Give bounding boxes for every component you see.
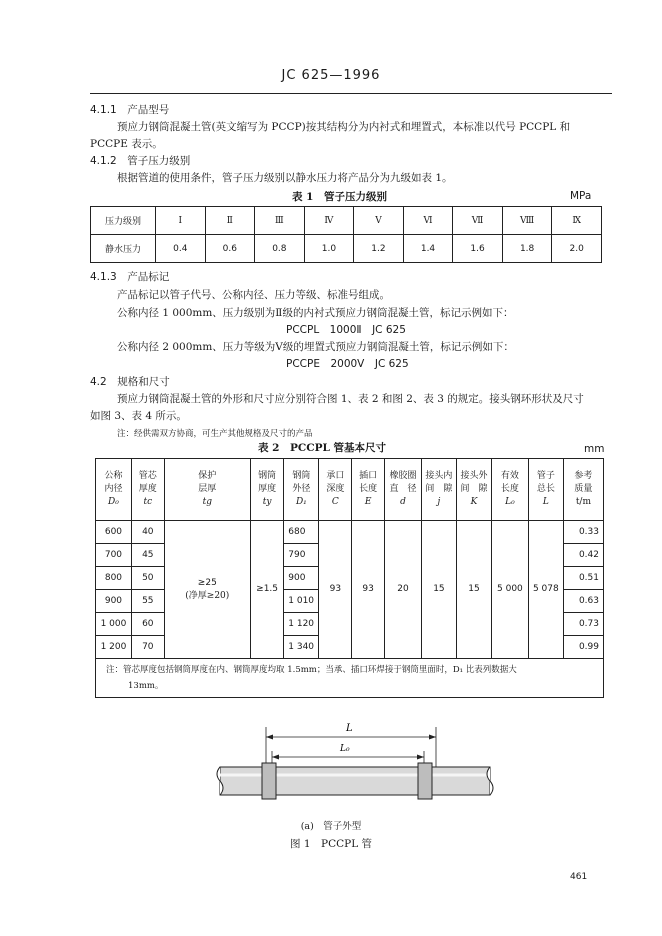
pressure-cell: 1.6: [453, 235, 503, 263]
grade-cell: Ⅱ: [205, 207, 255, 235]
tc-cell: 40: [131, 521, 164, 544]
label-L0: L₀: [340, 744, 350, 754]
pressure-cell: 1.4: [403, 235, 453, 263]
section-title: 管子压力级别: [127, 155, 191, 167]
marking-example-2: PCCPE 2000Ⅴ JC 625: [286, 358, 409, 370]
section-4-1-1-heading: [90, 103, 169, 117]
grade-cell: Ⅶ: [453, 207, 503, 235]
l-cell: 5 078: [528, 521, 563, 659]
c-cell: 93: [319, 521, 352, 659]
d0-cell: 1 200: [96, 636, 132, 659]
header-cell: 管芯 厚度 tc: [131, 459, 164, 521]
header-cell: 公称 内径 D₀: [96, 459, 132, 521]
table1-unit: MPa: [570, 190, 592, 202]
ty-cell: ≥1.5: [250, 521, 283, 659]
d0-cell: 700: [96, 544, 132, 567]
pressure-cell: 1.0: [304, 235, 354, 263]
header-cell: 插口 长度 E: [352, 459, 385, 521]
arrow-right: [417, 755, 424, 760]
pccpl-pipe-figure: [200, 715, 510, 815]
section-title: 产品型号: [127, 104, 170, 116]
section-4-1-1-body-cont: PCCPE 表示。: [90, 138, 163, 150]
table2-pccpl-dimensions: [95, 458, 604, 698]
grade-cell: Ⅴ: [354, 207, 404, 235]
arrow-left: [272, 755, 279, 760]
section-number: 4.1.1: [90, 104, 117, 116]
pressure-cell: 0.4: [156, 235, 206, 263]
l0-cell: 5 000: [491, 521, 528, 659]
table2-caption: 表 2 PCCPL 管基本尺寸: [258, 442, 387, 454]
marking-example-1: PCCPL 1000Ⅱ JC 625: [286, 324, 406, 336]
pipe-body: [220, 767, 490, 795]
pressure-cell: 2.0: [552, 235, 602, 263]
mass-cell: 0.33: [563, 521, 603, 544]
section-title: 产品标记: [127, 271, 170, 283]
document-header: JC 625—1996: [281, 68, 381, 83]
table2-note-row: [96, 659, 604, 698]
pressure-cell: 1.2: [354, 235, 404, 263]
table2-unit: mm: [584, 443, 605, 455]
mass-cell: 0.73: [563, 613, 603, 636]
section-title: 规格和尺寸: [117, 376, 170, 388]
d0-cell: 1 000: [96, 613, 132, 636]
arrow-left: [266, 735, 273, 740]
d1-cell: 900: [284, 567, 319, 590]
d0-cell: 800: [96, 567, 132, 590]
grade-cell: Ⅵ: [403, 207, 453, 235]
table1-row-label: 压力级别: [91, 207, 156, 235]
table1-caption: 表 1 管子压力级别: [292, 191, 387, 203]
d1-cell: 1 120: [284, 613, 319, 636]
d1-cell: 790: [284, 544, 319, 567]
header-cell: 承口 深度 C: [319, 459, 352, 521]
table1-row-pressure: [91, 235, 602, 263]
d-cell: 20: [385, 521, 422, 659]
tc-cell: 70: [131, 636, 164, 659]
tg-cell: ≥25 (净厚≥20): [164, 521, 250, 659]
marking-example-2-text: 公称内径 2 000mm、压力等级为Ⅴ级的埋置式预应力钢筒混凝土管，标记示例如下：: [117, 341, 514, 353]
mass-cell: 0.99: [563, 636, 603, 659]
grade-cell: Ⅳ: [304, 207, 354, 235]
header-cell: 有效 长度 L₀: [491, 459, 528, 521]
header-cell: 钢筒 外径 D₁: [284, 459, 319, 521]
pressure-cell: 0.8: [255, 235, 305, 263]
section-4-1-2-heading: [90, 154, 190, 168]
mass-cell: 0.51: [563, 567, 603, 590]
arrow-right: [429, 735, 436, 740]
table-row: [96, 521, 604, 544]
d1-cell: 1 010: [284, 590, 319, 613]
section-4-1-3-body: 产品标记以管子代号、公称内径、压力等级、标准号组成。: [117, 289, 390, 301]
tc-cell: 55: [131, 590, 164, 613]
section-4-2-note: 注：经供需双方协商，可生产其他规格及尺寸的产品: [117, 429, 313, 439]
k-cell: 15: [456, 521, 491, 659]
j-cell: 15: [421, 521, 456, 659]
grade-cell: Ⅰ: [156, 207, 206, 235]
section-4-2-body-cont: 如图 3、表 4 所示。: [90, 410, 187, 422]
tc-cell: 50: [131, 567, 164, 590]
label-L: L: [346, 723, 353, 734]
pressure-cell: 0.6: [205, 235, 255, 263]
table1-pressure-grades: [90, 206, 602, 263]
socket-left: [262, 763, 276, 799]
section-number: 4.1.3: [90, 271, 117, 283]
header-cell: 接头内 间 隙 j: [421, 459, 456, 521]
d1-cell: 680: [284, 521, 319, 544]
section-4-1-3-heading: [90, 270, 169, 284]
section-4-1-1-body: 预应力钢筒混凝土管(英文缩写为 PCCP)按其结构分为内衬式和埋置式，本标准以代号 PCCPL 和: [117, 121, 571, 133]
pressure-cell: 1.8: [502, 235, 552, 263]
header-cell: 橡胶圈 直 径 d: [385, 459, 422, 521]
page-number: 461: [570, 872, 588, 882]
mass-cell: 0.63: [563, 590, 603, 613]
socket-right: [418, 763, 432, 799]
e-cell: 93: [352, 521, 385, 659]
header-cell: 钢筒 厚度 ty: [250, 459, 283, 521]
section-4-2-heading: [90, 375, 170, 389]
d0-cell: 600: [96, 521, 132, 544]
figure-caption: 图 1 PCCPL 管: [289, 838, 373, 850]
d1-cell: 1 340: [284, 636, 319, 659]
grade-cell: Ⅸ: [552, 207, 602, 235]
marking-example-1-text: 公称内径 1 000mm、压力级别为Ⅱ级的内衬式预应力钢筒混凝土管，标记示例如下：: [117, 307, 514, 319]
header-cell: 参考 质量 t/m: [563, 459, 603, 521]
tc-cell: 60: [131, 613, 164, 636]
grade-cell: Ⅲ: [255, 207, 305, 235]
d0-cell: 900: [96, 590, 132, 613]
table2-note: 注：管芯厚度包括钢筒厚度在内、钢筒厚度均取 1.5mm；当承、插口环焊接于钢筒里面时，D₁ 比表列数据大 13mm。: [96, 659, 604, 698]
header-cell: 管子 总长 L: [528, 459, 563, 521]
table1-row-grade: [91, 207, 602, 235]
section-number: 4.2: [90, 376, 107, 388]
grade-cell: Ⅷ: [502, 207, 552, 235]
table1-row-label: 静水压力: [91, 235, 156, 263]
section-number: 4.1.2: [90, 155, 117, 167]
header-cell: 接头外 间 隙 K: [456, 459, 491, 521]
table2-header-row: [96, 459, 604, 521]
section-4-2-body: 预应力钢筒混凝土管的外形和尺寸应分别符合图 1、表 2 和图 2、表 3 的规定。接头钢环形状及尺寸: [117, 393, 584, 405]
figure-subcaption: (a) 管子外型: [300, 821, 362, 832]
mass-cell: 0.42: [563, 544, 603, 567]
tc-cell: 45: [131, 544, 164, 567]
section-4-1-2-body: 根据管道的使用条件，管子压力级别以静水压力将产品分为九级如表 1。: [117, 172, 453, 184]
header-rule: [90, 93, 612, 94]
header-cell: 保护 层厚 tg: [164, 459, 250, 521]
